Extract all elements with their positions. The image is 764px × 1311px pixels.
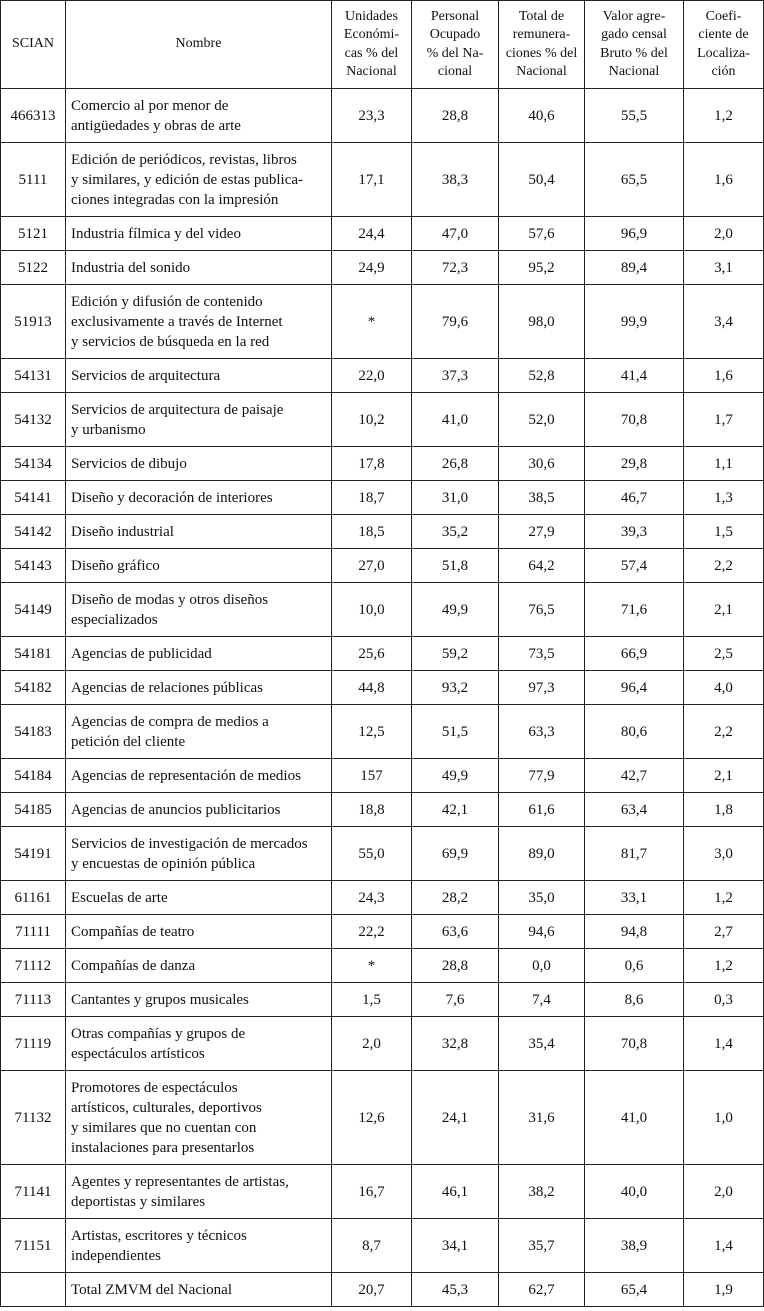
- remuneraciones-cell: 35,4: [499, 1017, 585, 1071]
- text-line: Nacional: [516, 64, 567, 79]
- remuneraciones-cell: 89,0: [499, 827, 585, 881]
- text-line: Unidades: [345, 8, 398, 24]
- text-line: espectáculos artísticos: [71, 1045, 205, 1062]
- valor-cell: 65,4: [585, 1273, 684, 1307]
- table-body: [1, 89, 764, 1307]
- table-row: [1, 393, 764, 447]
- text-line: Valor agre-: [602, 8, 666, 24]
- remuneraciones-cell: 77,9: [499, 759, 585, 793]
- scian-cell: 54185: [1, 793, 66, 827]
- valor-cell: 71,6: [585, 583, 684, 637]
- name-cell: [66, 1273, 332, 1307]
- text-line: Personal: [430, 8, 480, 24]
- personal-cell: 34,1: [412, 1219, 499, 1273]
- text-line: Artistas, escritores y técnicos: [71, 1227, 247, 1244]
- scian-cell: 71132: [1, 1071, 66, 1165]
- personal-cell: 51,5: [412, 705, 499, 759]
- table-row: [1, 359, 764, 393]
- scian-cell: 54149: [1, 583, 66, 637]
- name-cell: [66, 285, 332, 359]
- name-cell: [66, 583, 332, 637]
- valor-cell: 99,9: [585, 285, 684, 359]
- text-line: Agencias de relaciones públicas: [71, 679, 264, 696]
- header-unidades: [332, 1, 412, 89]
- coeficiente-cell: 1,9: [684, 1273, 764, 1307]
- scian-cell: 71119: [1, 1017, 66, 1071]
- valor-cell: 57,4: [585, 549, 684, 583]
- text-line: Industria del sonido: [71, 259, 191, 276]
- personal-cell: 32,8: [412, 1017, 499, 1071]
- valor-cell: 8,6: [585, 983, 684, 1017]
- remuneraciones-cell: 97,3: [499, 671, 585, 705]
- personal-cell: 24,1: [412, 1071, 499, 1165]
- valor-cell: 81,7: [585, 827, 684, 881]
- table-row: [1, 637, 764, 671]
- unidades-cell: 12,5: [332, 705, 412, 759]
- personal-cell: 51,8: [412, 549, 499, 583]
- text-line: deportistas y similares: [71, 1193, 206, 1210]
- table-row: [1, 1219, 764, 1273]
- coeficiente-cell: 3,1: [684, 251, 764, 285]
- remuneraciones-cell: 31,6: [499, 1071, 585, 1165]
- table-row: [1, 549, 764, 583]
- name-cell: [66, 949, 332, 983]
- remuneraciones-cell: 76,5: [499, 583, 585, 637]
- text-line: Servicios de investigación de mercados: [71, 835, 308, 852]
- scian-cell: 71111: [1, 915, 66, 949]
- table-row: [1, 671, 764, 705]
- name-cell: [66, 1165, 332, 1219]
- name-cell: [66, 983, 332, 1017]
- text-line: Comercio al por menor de: [71, 97, 229, 114]
- scian-cell: 466313: [1, 89, 66, 143]
- text-line: Otras compañías y grupos de: [71, 1025, 246, 1042]
- unidades-cell: 24,3: [332, 881, 412, 915]
- coeficiente-cell: 1,3: [684, 481, 764, 515]
- scian-cell: 5121: [1, 217, 66, 251]
- personal-cell: 28,2: [412, 881, 499, 915]
- valor-cell: 96,9: [585, 217, 684, 251]
- remuneraciones-cell: 35,7: [499, 1219, 585, 1273]
- unidades-cell: 1,5: [332, 983, 412, 1017]
- unidades-cell: 22,2: [332, 915, 412, 949]
- valor-cell: 33,1: [585, 881, 684, 915]
- coeficiente-cell: 2,0: [684, 1165, 764, 1219]
- coeficiente-cell: 2,2: [684, 705, 764, 759]
- personal-cell: 79,6: [412, 285, 499, 359]
- unidades-cell: 17,8: [332, 447, 412, 481]
- scian-cell: 54141: [1, 481, 66, 515]
- coeficiente-cell: 1,0: [684, 1071, 764, 1165]
- unidades-cell: *: [332, 949, 412, 983]
- scian-cell: 71113: [1, 983, 66, 1017]
- remuneraciones-cell: 35,0: [499, 881, 585, 915]
- text-line: y encuestas de opinión pública: [71, 855, 256, 872]
- unidades-cell: *: [332, 285, 412, 359]
- personal-cell: 38,3: [412, 143, 499, 217]
- scian-cell: 54143: [1, 549, 66, 583]
- text-line: artísticos, culturales, deportivos: [71, 1099, 262, 1116]
- table-row: [1, 285, 764, 359]
- unidades-cell: 18,5: [332, 515, 412, 549]
- unidades-cell: 24,4: [332, 217, 412, 251]
- unidades-cell: 22,0: [332, 359, 412, 393]
- unidades-cell: 16,7: [332, 1165, 412, 1219]
- text-line: instalaciones para presentarlos: [71, 1139, 255, 1156]
- scian-cell: 5111: [1, 143, 66, 217]
- table-row: [1, 251, 764, 285]
- valor-cell: 42,7: [585, 759, 684, 793]
- personal-cell: 49,9: [412, 583, 499, 637]
- table-row: [1, 217, 764, 251]
- remuneraciones-cell: 63,3: [499, 705, 585, 759]
- text-line: gado censal: [601, 27, 667, 42]
- valor-cell: 94,8: [585, 915, 684, 949]
- valor-cell: 39,3: [585, 515, 684, 549]
- scian-cell: 54134: [1, 447, 66, 481]
- unidades-cell: 18,7: [332, 481, 412, 515]
- remuneraciones-cell: 7,4: [499, 983, 585, 1017]
- name-cell: [66, 671, 332, 705]
- table-row: [1, 1017, 764, 1071]
- personal-cell: 49,9: [412, 759, 499, 793]
- coeficiente-cell: 0,3: [684, 983, 764, 1017]
- table-header: [1, 1, 764, 89]
- unidades-cell: 8,7: [332, 1219, 412, 1273]
- coeficiente-cell: 1,8: [684, 793, 764, 827]
- valor-cell: 38,9: [585, 1219, 684, 1273]
- unidades-cell: 18,8: [332, 793, 412, 827]
- text-line: y servicios de búsqueda en la red: [71, 333, 270, 350]
- personal-cell: 7,6: [412, 983, 499, 1017]
- text-line: Compañías de teatro: [71, 923, 195, 940]
- remuneraciones-cell: 98,0: [499, 285, 585, 359]
- personal-cell: 63,6: [412, 915, 499, 949]
- unidades-cell: 17,1: [332, 143, 412, 217]
- text-line: Agencias de publicidad: [71, 645, 212, 662]
- scian-cell: 71112: [1, 949, 66, 983]
- unidades-cell: 25,6: [332, 637, 412, 671]
- text-line: Nacional: [346, 64, 397, 79]
- text-line: Agentes y representantes de artistas,: [71, 1173, 289, 1190]
- valor-cell: 46,7: [585, 481, 684, 515]
- table-row: [1, 915, 764, 949]
- table-row: [1, 481, 764, 515]
- remuneraciones-cell: 0,0: [499, 949, 585, 983]
- valor-cell: 89,4: [585, 251, 684, 285]
- text-line: ciones % del: [505, 45, 578, 61]
- coeficiente-cell: 1,6: [684, 143, 764, 217]
- personal-cell: 28,8: [412, 949, 499, 983]
- valor-cell: 40,0: [585, 1165, 684, 1219]
- valor-cell: 70,8: [585, 393, 684, 447]
- valor-cell: 55,5: [585, 89, 684, 143]
- personal-cell: 41,0: [412, 393, 499, 447]
- coeficiente-cell: 1,7: [684, 393, 764, 447]
- coeficiente-cell: 1,2: [684, 89, 764, 143]
- text-line: cional: [437, 64, 473, 79]
- text-line: Servicios de dibujo: [71, 455, 187, 472]
- text-line: ciones integradas con la impresión: [71, 191, 279, 208]
- valor-cell: 66,9: [585, 637, 684, 671]
- header-coeficiente: [684, 1, 764, 89]
- text-line: y urbanismo: [71, 421, 146, 438]
- text-line: Servicios de arquitectura de paisaje: [71, 401, 284, 418]
- text-line: % del Na-: [426, 45, 484, 61]
- table-row: [1, 983, 764, 1017]
- text-line: Edición de periódicos, revistas, libros: [71, 151, 297, 168]
- text-line: exclusivamente a través de Internet: [71, 313, 283, 330]
- name-cell: [66, 827, 332, 881]
- table-row: [1, 949, 764, 983]
- remuneraciones-cell: 95,2: [499, 251, 585, 285]
- unidades-cell: 20,7: [332, 1273, 412, 1307]
- coeficiente-cell: 3,4: [684, 285, 764, 359]
- coeficiente-cell: 1,5: [684, 515, 764, 549]
- personal-cell: 26,8: [412, 447, 499, 481]
- personal-cell: 35,2: [412, 515, 499, 549]
- text-line: remunera-: [512, 27, 571, 42]
- table-row: [1, 515, 764, 549]
- text-line: Total ZMVM del Nacional: [71, 1281, 232, 1298]
- text-line: Escuelas de arte: [71, 889, 168, 906]
- text-line: Localiza-: [697, 45, 750, 61]
- remuneraciones-cell: 52,8: [499, 359, 585, 393]
- text-line: Agencias de compra de medios a: [71, 713, 269, 730]
- header-valor: [585, 1, 684, 89]
- table-row: [1, 583, 764, 637]
- name-cell: [66, 705, 332, 759]
- text-line: Servicios de arquitectura: [71, 367, 221, 384]
- valor-cell: 29,8: [585, 447, 684, 481]
- unidades-cell: 27,0: [332, 549, 412, 583]
- remuneraciones-cell: 38,5: [499, 481, 585, 515]
- coeficiente-cell: 1,4: [684, 1219, 764, 1273]
- unidades-cell: 24,9: [332, 251, 412, 285]
- text-line: Agencias de representación de medios: [71, 767, 301, 784]
- name-cell: [66, 915, 332, 949]
- valor-cell: 96,4: [585, 671, 684, 705]
- text-line: Compañías de danza: [71, 957, 196, 974]
- total-row: [1, 1273, 764, 1307]
- name-cell: [66, 251, 332, 285]
- scian-cell: 71141: [1, 1165, 66, 1219]
- table-row: [1, 143, 764, 217]
- name-cell: [66, 359, 332, 393]
- scian-cell: 54183: [1, 705, 66, 759]
- valor-cell: 80,6: [585, 705, 684, 759]
- name-cell: [66, 217, 332, 251]
- personal-cell: 28,8: [412, 89, 499, 143]
- name-cell: [66, 759, 332, 793]
- text-line: ciente de: [698, 27, 749, 42]
- unidades-cell: 157: [332, 759, 412, 793]
- scian-cell: 54131: [1, 359, 66, 393]
- text-line: Total de: [518, 8, 565, 24]
- valor-cell: 65,5: [585, 143, 684, 217]
- valor-cell: 41,0: [585, 1071, 684, 1165]
- unidades-cell: 10,0: [332, 583, 412, 637]
- text-line: Diseño industrial: [71, 523, 174, 540]
- unidades-cell: 55,0: [332, 827, 412, 881]
- text-line: independientes: [71, 1247, 161, 1264]
- personal-cell: 69,9: [412, 827, 499, 881]
- coeficiente-cell: 1,2: [684, 881, 764, 915]
- table-row: [1, 1165, 764, 1219]
- table-row: [1, 1071, 764, 1165]
- table-row: [1, 89, 764, 143]
- coeficiente-cell: 2,7: [684, 915, 764, 949]
- scian-cell: 61161: [1, 881, 66, 915]
- coeficiente-cell: 2,2: [684, 549, 764, 583]
- text-line: Ocupado: [429, 27, 481, 42]
- personal-cell: 45,3: [412, 1273, 499, 1307]
- text-line: Diseño gráfico: [71, 557, 160, 574]
- header-row: [1, 1, 764, 89]
- remuneraciones-cell: 27,9: [499, 515, 585, 549]
- text-line: antigüedades y obras de arte: [71, 117, 241, 134]
- coeficiente-cell: 2,5: [684, 637, 764, 671]
- text-line: y similares, y edición de estas publica-: [71, 171, 304, 188]
- unidades-cell: 12,6: [332, 1071, 412, 1165]
- scian-cell: 54142: [1, 515, 66, 549]
- coeficiente-cell: 3,0: [684, 827, 764, 881]
- name-cell: [66, 393, 332, 447]
- text-line: y similares que no cuentan con: [71, 1119, 257, 1136]
- name-cell: [66, 1017, 332, 1071]
- personal-cell: 59,2: [412, 637, 499, 671]
- name-cell: [66, 143, 332, 217]
- coeficiente-cell: 1,2: [684, 949, 764, 983]
- name-cell: [66, 1071, 332, 1165]
- name-cell: [66, 793, 332, 827]
- text-line: Diseño de modas y otros diseños: [71, 591, 269, 608]
- remuneraciones-cell: 30,6: [499, 447, 585, 481]
- coeficiente-cell: 4,0: [684, 671, 764, 705]
- text-line: Cantantes y grupos musicales: [71, 991, 249, 1008]
- table-row: [1, 705, 764, 759]
- scian-cell: 54181: [1, 637, 66, 671]
- name-cell: [66, 447, 332, 481]
- unidades-cell: 10,2: [332, 393, 412, 447]
- text-line: Nacional: [608, 64, 660, 79]
- table-row: [1, 827, 764, 881]
- remuneraciones-cell: 94,6: [499, 915, 585, 949]
- table-row: [1, 793, 764, 827]
- unidades-cell: 23,3: [332, 89, 412, 143]
- name-cell: [66, 515, 332, 549]
- name-cell: [66, 637, 332, 671]
- coeficiente-cell: 1,4: [684, 1017, 764, 1071]
- table-row: [1, 759, 764, 793]
- header-remuneraciones: [499, 1, 585, 89]
- personal-cell: 42,1: [412, 793, 499, 827]
- text-line: Edición y difusión de contenido: [71, 293, 263, 310]
- scian-cell: 54132: [1, 393, 66, 447]
- scian-cell: 5122: [1, 251, 66, 285]
- scian-cell: 71151: [1, 1219, 66, 1273]
- text-line: petición del cliente: [71, 733, 186, 750]
- remuneraciones-cell: 50,4: [499, 143, 585, 217]
- scian-cell: 54191: [1, 827, 66, 881]
- coeficiente-cell: 2,1: [684, 583, 764, 637]
- name-cell: [66, 1219, 332, 1273]
- remuneraciones-cell: 57,6: [499, 217, 585, 251]
- valor-cell: 0,6: [585, 949, 684, 983]
- personal-cell: 37,3: [412, 359, 499, 393]
- scian-cell: 54184: [1, 759, 66, 793]
- table-row: [1, 447, 764, 481]
- valor-cell: 63,4: [585, 793, 684, 827]
- name-cell: [66, 89, 332, 143]
- personal-cell: 72,3: [412, 251, 499, 285]
- coeficiente-cell: 1,1: [684, 447, 764, 481]
- text-line: ción: [711, 64, 736, 79]
- text-line: Económi-: [343, 27, 400, 42]
- text-line: Promotores de espectáculos: [71, 1079, 238, 1096]
- remuneraciones-cell: 64,2: [499, 549, 585, 583]
- remuneraciones-cell: 73,5: [499, 637, 585, 671]
- table-row: [1, 881, 764, 915]
- personal-cell: 93,2: [412, 671, 499, 705]
- text-line: Industria fílmica y del video: [71, 225, 241, 242]
- text-line: Coefi-: [705, 8, 742, 24]
- name-cell: [66, 549, 332, 583]
- personal-cell: 46,1: [412, 1165, 499, 1219]
- header-scian: SCIAN: [1, 1, 66, 89]
- remuneraciones-cell: 61,6: [499, 793, 585, 827]
- text-line: Diseño y decoración de interiores: [71, 489, 273, 506]
- remuneraciones-cell: 38,2: [499, 1165, 585, 1219]
- text-line: cas % del: [344, 45, 399, 61]
- unidades-cell: 44,8: [332, 671, 412, 705]
- coeficiente-cell: 1,6: [684, 359, 764, 393]
- name-cell: [66, 881, 332, 915]
- scian-cell: 54182: [1, 671, 66, 705]
- coeficiente-cell: 2,0: [684, 217, 764, 251]
- valor-cell: 41,4: [585, 359, 684, 393]
- scian-cell: 51913: [1, 285, 66, 359]
- text-line: Agencias de anuncios publicitarios: [71, 801, 281, 818]
- header-nombre: Nombre: [66, 1, 332, 89]
- unidades-cell: 2,0: [332, 1017, 412, 1071]
- personal-cell: 47,0: [412, 217, 499, 251]
- remuneraciones-cell: 40,6: [499, 89, 585, 143]
- personal-cell: 31,0: [412, 481, 499, 515]
- remuneraciones-cell: 52,0: [499, 393, 585, 447]
- header-personal: [412, 1, 499, 89]
- remuneraciones-cell: 62,7: [499, 1273, 585, 1307]
- text-line: Bruto % del: [600, 45, 668, 61]
- name-cell: [66, 481, 332, 515]
- text-line: especializados: [71, 611, 158, 628]
- scian-cell: [1, 1273, 66, 1307]
- valor-cell: 70,8: [585, 1017, 684, 1071]
- coeficiente-cell: 2,1: [684, 759, 764, 793]
